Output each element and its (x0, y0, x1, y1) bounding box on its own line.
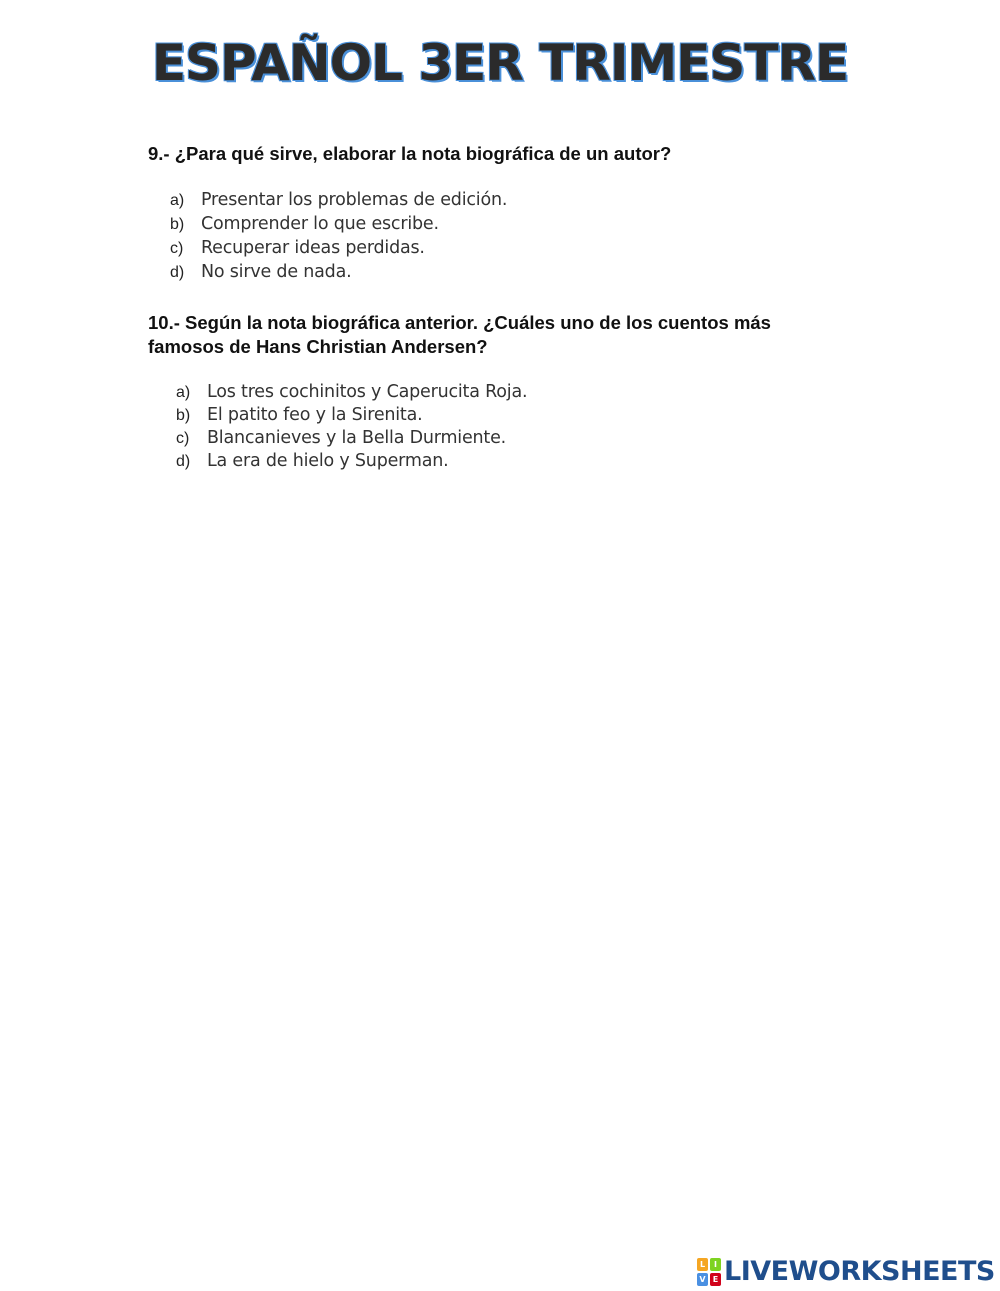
option-text: Comprender lo que escribe. (201, 214, 439, 234)
option-text: Presentar los problemas de edición. (201, 190, 508, 210)
option-text: No sirve de nada. (201, 262, 352, 282)
option-letter: c) (170, 240, 184, 257)
option-10b[interactable] (176, 404, 527, 427)
option-letter: d) (176, 453, 191, 470)
option-text: Los tres cochinitos y Caperucita Roja. (207, 382, 528, 402)
option-9d[interactable] (170, 260, 507, 284)
option-text: Recuperar ideas perdidas. (201, 238, 425, 258)
option-letter: b) (170, 216, 185, 233)
option-10c[interactable] (176, 427, 527, 450)
option-10a[interactable] (176, 381, 527, 404)
option-text: Blancanieves y la Bella Durmiente. (207, 428, 507, 448)
logo-letter: I (710, 1258, 721, 1271)
logo-letter: E (710, 1273, 721, 1286)
option-9c[interactable] (170, 236, 507, 260)
question-9-options (170, 188, 507, 284)
question-9: 9.- ¿Para qué sirve, elaborar la nota biográfica de un autor? (148, 143, 672, 164)
question-10: 10.- Según la nota biográfica anterior. ¿Cuáles uno de los cuentos más famosos de Hans Christian Andersen? (148, 312, 771, 357)
option-letter: a) (176, 384, 191, 401)
brand-wordmark: LIVEWORKSHEETS (724, 1256, 995, 1287)
option-text: La era de hielo y Superman. (207, 451, 449, 471)
logo-letter: L (697, 1258, 708, 1271)
logo-letter: V (697, 1273, 708, 1286)
option-letter: d) (170, 264, 185, 281)
option-text: El patito feo y la Sirenita. (207, 405, 423, 425)
liveworksheets-logo-icon (697, 1258, 721, 1286)
question-10-options (176, 381, 527, 473)
option-10d[interactable] (176, 450, 527, 473)
option-letter: a) (170, 192, 185, 209)
liveworksheets-brand[interactable] (697, 1256, 995, 1287)
option-letter: b) (176, 407, 191, 424)
worksheet-title: ESPAÑOL 3ER TRIMESTRE (151, 34, 849, 92)
option-9b[interactable] (170, 212, 507, 236)
option-9a[interactable] (170, 188, 507, 212)
option-letter: c) (176, 430, 190, 447)
